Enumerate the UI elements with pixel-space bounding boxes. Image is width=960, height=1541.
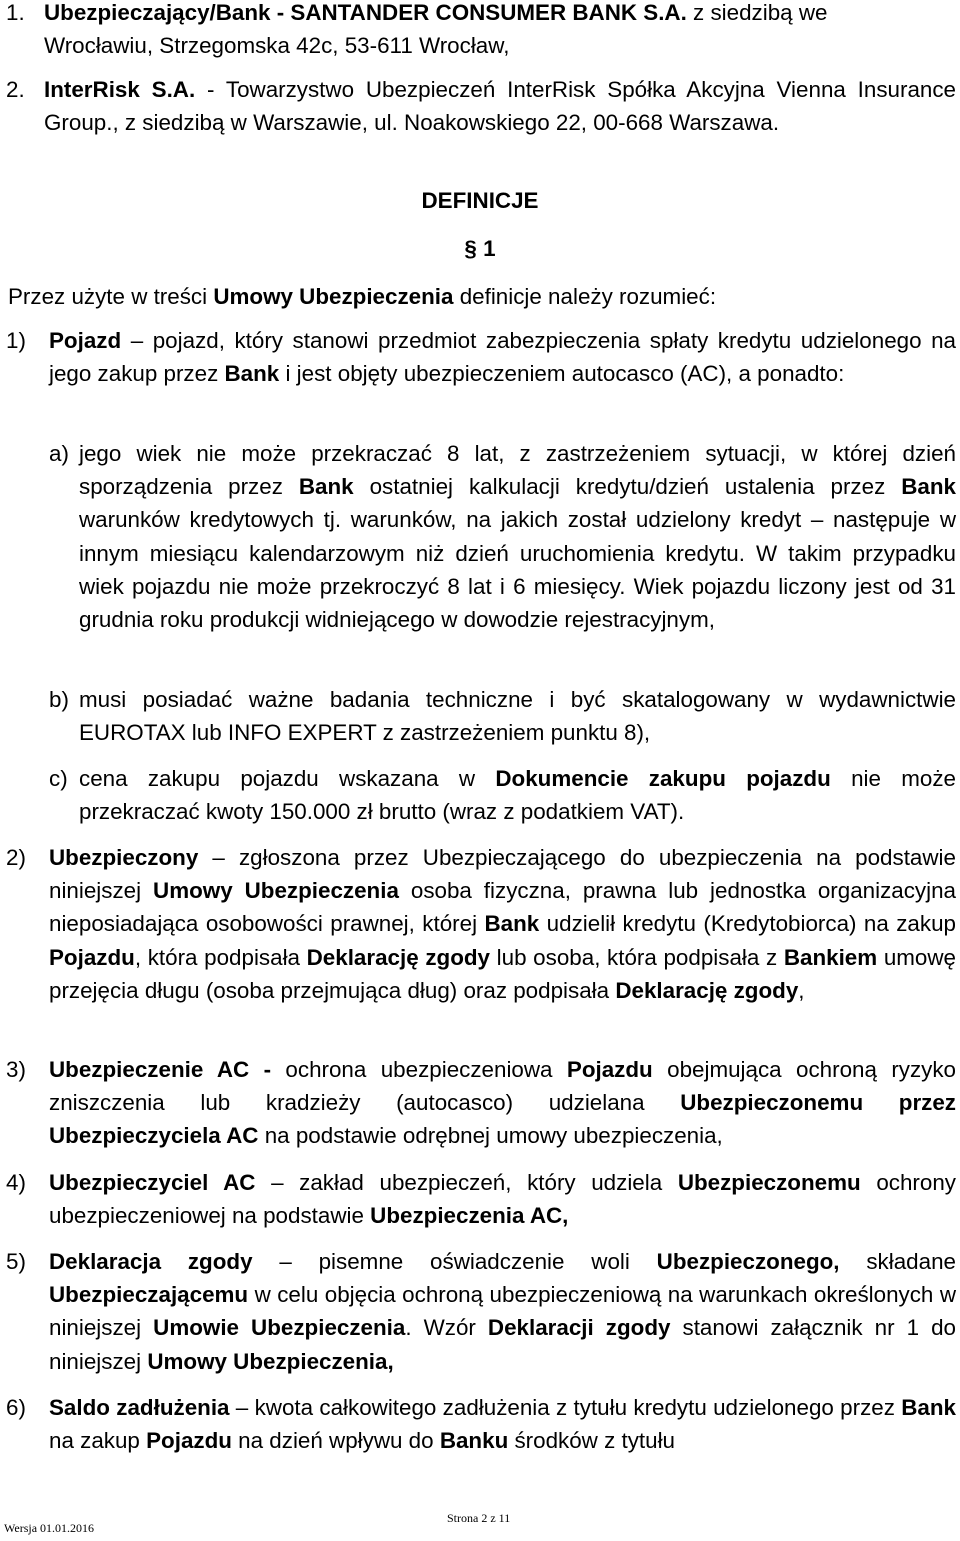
definition-6 [0, 1391, 956, 1457]
definition-term: Deklaracja zgody [49, 1249, 253, 1274]
item-letter: a) [49, 441, 69, 466]
definition-4 [0, 1166, 956, 1232]
definition-1-item-c [0, 762, 956, 828]
definition-number: 4) [6, 1170, 26, 1195]
definition-3 [0, 1053, 956, 1153]
section-title: DEFINICJE [421, 188, 539, 213]
definition-term: Pojazd [49, 328, 122, 353]
definition-number: 5) [6, 1249, 26, 1274]
party-number: 2. [6, 77, 25, 102]
party-text: Ubezpieczający/Bank - SANTANDER CONSUMER BANK S.A. z siedzibą we Wrocławiu, Strzegomska 42c, 53-611 Wrocław, [44, 0, 828, 59]
definition-text: Ubezpieczenie AC - ochrona ubezpieczeniowa Pojazdu obejmująca ochroną ryzyko zniszczenia lub kradzieży (autocasco) udzielana Ubezpieczonemu przez Ubezpieczyciela AC na podstawie odrębnej umowy ubezpieczenia, [49, 1057, 957, 1149]
party-number: 1. [6, 0, 25, 25]
definition-1-item-a [0, 437, 956, 636]
party-name: InterRisk S.A. [44, 77, 196, 102]
definition-term: Ubezpieczyciel AC [49, 1170, 256, 1195]
definitions-intro: Przez użyte w treści Umowy Ubezpieczenia definicje należy rozumieć: [8, 284, 717, 309]
definition-5 [0, 1245, 956, 1378]
definition-text: Deklaracja zgody – pisemne oświadczenie woli Ubezpieczonego, składane Ubezpieczającemu w celu objęcia ochroną ubezpieczeniową na warunkach określonych w niniejszej Umowie Ubezpieczenia. Wzór Deklaracji zgody stanowi załącznik nr 1 do niniejszej Umowy Ubezpieczenia, [49, 1249, 956, 1374]
definition-2 [0, 841, 956, 1007]
definition-term: Ubezpieczenie AC - [49, 1057, 272, 1082]
item-text: cena zakupu pojazdu wskazana w Dokumencie zakupu pojazdu nie może przekraczać kwoty 150.000 zł brutto (wraz z podatkiem VAT). [79, 766, 957, 825]
definition-text: Ubezpieczyciel AC – zakład ubezpieczeń, który udziela Ubezpieczonemu ochrony ubezpieczeniowej na podstawie Ubezpieczenia AC, [49, 1170, 956, 1229]
paragraph-number: § 1 [464, 236, 496, 261]
definition-text: Ubezpieczony – zgłoszona przez Ubezpieczającego do ubezpieczenia na podstawie niniejszej Umowy Ubezpieczenia osoba fizyczna, prawna lub jednostka organizacyjna nieposiadająca osobowości prawnej, której Bank udzielił kredytu (Kredytobiorca) na zakup Pojazdu, która podpisała Deklarację zgody lub osoba, która podpisała z Bankiem umowę przejęcia długu (osoba przejmująca dług) oraz podpisała Deklarację zgody, [49, 845, 956, 1003]
item-letter: b) [49, 687, 69, 712]
item-text: musi posiadać ważne badania techniczne i być skatalogowany w wydawnictwie EUROTAX lub INFO EXPERT z zastrzeżeniem punktu 8), [79, 687, 956, 746]
page-number: Strona 2 z 11 [447, 1511, 511, 1525]
party-text: InterRisk S.A. - Towarzystwo Ubezpieczeń InterRisk Spółka Akcyjna Vienna Insurance Group., z siedzibą w Warszawie, ul. Noakowskiego 22, 00-668 Warszawa. [44, 77, 956, 136]
definition-1 [0, 324, 956, 390]
document-version: Wersja 01.01.2016 [4, 1521, 95, 1535]
item-letter: c) [49, 766, 68, 791]
definition-text: Saldo zadłużenia – kwota całkowitego zadłużenia z tytułu kredytu udzielonego przez Bank na zakup Pojazdu na dzień wpływu do Banku środków z tytułu [49, 1395, 956, 1454]
party-1 [0, 0, 956, 62]
party-2 [0, 73, 956, 139]
item-text: jego wiek nie może przekraczać 8 lat, z zastrzeżeniem sytuacji, w której dzień sporządzenia przez Bank ostatniej kalkulacji kredytu/dzień ustalenia przez Bank warunków kredytowych tj. warunków, na jakich został udzielony kredyt – następuje w innym miesiącu kalendarzowym niż dzień uruchomienia kredytu. W takim przypadku wiek pojazdu nie może przekroczyć 8 lat i 6 miesięcy. Wiek pojazdu liczony jest od 31 grudnia roku produkcji widniejącego w dowodzie rejestracyjnym, [79, 441, 956, 633]
definition-text: Pojazd – pojazd, który stanowi przedmiot zabezpieczenia spłaty kredytu udzielonego na jego zakup przez Bank i jest objęty ubezpieczeniem autocasco (AC), a ponadto: [49, 328, 957, 387]
definition-1-item-b [0, 683, 956, 749]
definition-number: 2) [6, 845, 26, 870]
definition-term: Saldo zadłużenia [49, 1395, 230, 1420]
definition-term: Ubezpieczony [49, 845, 199, 870]
definition-number: 1) [6, 328, 26, 353]
party-name: Ubezpieczający/Bank - SANTANDER CONSUMER BANK S.A. [44, 0, 687, 25]
definition-number: 3) [6, 1057, 26, 1082]
definition-number: 6) [6, 1395, 26, 1420]
